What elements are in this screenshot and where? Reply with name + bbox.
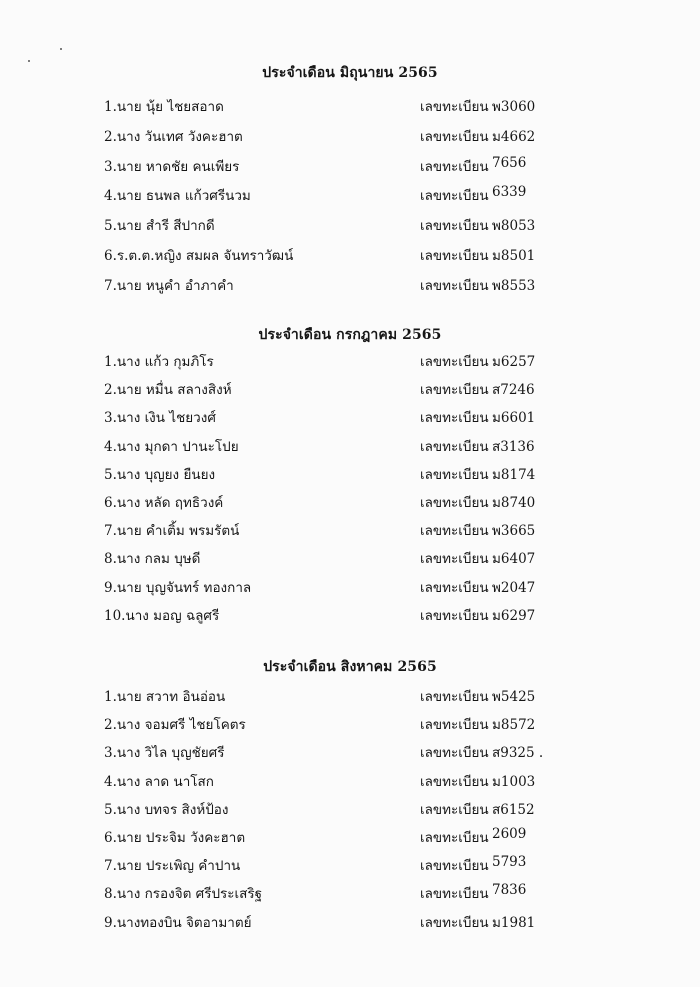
list-item — [0, 911, 700, 933]
registration-label: เลขทะเบียน — [420, 438, 489, 455]
list-item — [0, 826, 700, 848]
member-name: 9.นาย บุญจันทร์ ทองกาล — [104, 579, 252, 596]
list-item — [0, 685, 700, 707]
registration-number: ส6152 — [492, 801, 535, 818]
registration-label: เลขทะเบียน — [420, 248, 489, 264]
registration-label: เลขทะเบียน — [420, 188, 489, 205]
member-name: 3.นาง เงิน ไชยวงศ์ — [104, 410, 216, 427]
section-title: ประจำเดือน มิถุนายน 2565 — [262, 65, 438, 81]
member-name: 4.นาย ธนพล แก้วศรีนวม — [104, 188, 251, 205]
registration-number: ส3136 — [492, 438, 535, 455]
registration-label: เลขทะเบียน — [420, 218, 489, 235]
registration-label: เลขทะเบียน — [420, 277, 489, 294]
list-item — [0, 770, 700, 792]
registration-label: เลขทะเบียน — [420, 551, 489, 568]
registration-number: ม1003 — [492, 773, 536, 790]
registration-label: เลขทะเบียน — [420, 830, 489, 846]
member-name: 6.ร.ต.ต.หญิง สมผล จันทราวัฒน์ — [104, 248, 294, 264]
registration-number: ม8572 — [492, 717, 536, 734]
registration-number: พ8053 — [492, 218, 536, 235]
registration-label: เลขทะเบียน — [420, 801, 489, 818]
registration-number: ม8740 — [492, 495, 536, 511]
registration-label: เลขทะเบียน — [420, 523, 489, 540]
registration-number: ม6257 — [492, 354, 536, 370]
member-name: 7.นาย ประเพิญ คำปาน — [104, 858, 241, 875]
registration-number: 2609 — [492, 826, 527, 842]
registration-label: เลขทะเบียน — [420, 382, 489, 399]
list-item — [0, 95, 700, 117]
list-item — [0, 274, 700, 296]
registration-label: เลขทะเบียน — [420, 886, 489, 903]
registration-number: ม6601 — [492, 410, 536, 427]
member-name: 9.นางทองบิน จิตอามาตย์ — [104, 914, 252, 931]
registration-number: พ3665 — [492, 523, 536, 540]
registration-number: 7656 — [492, 154, 527, 171]
registration-number: ส9325 . — [492, 745, 544, 762]
registration-label: เลขทะเบียน — [420, 354, 489, 370]
registration-label: เลขทะเบียน — [420, 99, 489, 115]
list-item — [0, 798, 700, 820]
registration-label: เลขทะเบียน — [420, 745, 489, 762]
list-item — [0, 184, 700, 206]
registration-label: เลขทะเบียน — [420, 689, 489, 705]
member-name: 2.นาง จอมศรี ไชยโคตร — [104, 717, 246, 734]
list-item — [0, 854, 700, 876]
registration-label: เลขทะเบียน — [420, 773, 489, 790]
list-item — [0, 519, 700, 541]
registration-number: พ5425 — [492, 689, 536, 705]
registration-label: เลขทะเบียน — [420, 858, 489, 875]
member-name: 10.นาง มอญ ฉลูศรี — [104, 607, 220, 624]
member-name: 2.นาย หมื่น สลางสิงห์ — [104, 382, 232, 399]
list-item — [0, 547, 700, 569]
registration-label: เลขทะเบียน — [420, 717, 489, 734]
list-item — [0, 378, 700, 400]
list-item — [0, 604, 700, 626]
registration-number: 5793 — [492, 854, 527, 871]
member-name: 6.นาย ประจิม วังคะฮาต — [104, 830, 246, 846]
registration-label: เลขทะเบียน — [420, 607, 489, 624]
member-name: 6.นาง หลัด ฤทธิวงค์ — [104, 495, 224, 511]
registration-number: ม4662 — [492, 128, 536, 145]
registration-label: เลขทะเบียน — [420, 914, 489, 931]
list-item — [0, 406, 700, 428]
member-name: 3.นาง วิไล บุญชัยศรี — [104, 745, 225, 762]
member-name: 5.นาง บทจร สิงห์ป้อง — [104, 801, 229, 818]
scan-speck — [60, 48, 62, 50]
member-name: 8.นาง กรองจิต ศรีประเสริฐ — [104, 886, 263, 903]
registration-number: ส7246 — [492, 382, 535, 399]
registration-number: 7836 — [492, 882, 527, 899]
registration-number: ม8501 — [492, 248, 536, 264]
registration-number: ม6407 — [492, 551, 536, 568]
registration-number: พ2047 — [492, 579, 536, 596]
list-item — [0, 155, 700, 177]
member-name: 8.นาง กลม บุษดี — [104, 551, 201, 568]
section-title: ประจำเดือน กรกฎาคม 2565 — [258, 327, 442, 343]
registration-label: เลขทะเบียน — [420, 158, 489, 175]
registration-number: พ3060 — [492, 99, 536, 115]
registration-label: เลขทะเบียน — [420, 495, 489, 511]
member-name: 4.นาง ลาด นาโสก — [104, 773, 214, 790]
list-item — [0, 882, 700, 904]
registration-number: 6339 — [492, 184, 527, 201]
registration-label: เลขทะเบียน — [420, 466, 489, 483]
member-name: 3.นาย หาดชัย คนเพียร — [104, 158, 240, 175]
list-item — [0, 125, 700, 147]
registration-label: เลขทะเบียน — [420, 128, 489, 145]
registration-label: เลขทะเบียน — [420, 410, 489, 427]
registration-number: ม8174 — [492, 466, 536, 483]
list-item — [0, 244, 700, 266]
member-name: 2.นาง วันเทศ วังคะฮาต — [104, 128, 243, 145]
list-item — [0, 576, 700, 598]
list-item — [0, 491, 700, 513]
registration-number: พ8553 — [492, 277, 536, 294]
registration-number: ม6297 — [492, 607, 536, 624]
member-name: 5.นาง บุญยง ยืนยง — [104, 466, 216, 483]
member-name: 7.นาย คำเติ้ม พรมรัตน์ — [104, 523, 240, 540]
list-item — [0, 214, 700, 236]
list-item — [0, 713, 700, 735]
list-item — [0, 463, 700, 485]
list-item — [0, 741, 700, 763]
list-item — [0, 435, 700, 457]
member-name: 1.นาย สวาท อินอ่อน — [104, 689, 226, 705]
member-name: 1.นาย นุ้ย ไชยสอาด — [104, 99, 224, 115]
member-name: 7.นาย หนูคำ อำภาคำ — [104, 277, 234, 294]
registration-label: เลขทะเบียน — [420, 579, 489, 596]
list-item — [0, 350, 700, 372]
registration-number: ม1981 — [492, 914, 536, 931]
section-title: ประจำเดือน สิงหาคม 2565 — [263, 659, 437, 675]
member-name: 4.นาง มุกดา ปานะโปย — [104, 438, 239, 455]
member-name: 1.นาง แก้ว กุมภิโร — [104, 354, 214, 370]
member-name: 5.นาย สำรี สีปากดี — [104, 218, 215, 235]
